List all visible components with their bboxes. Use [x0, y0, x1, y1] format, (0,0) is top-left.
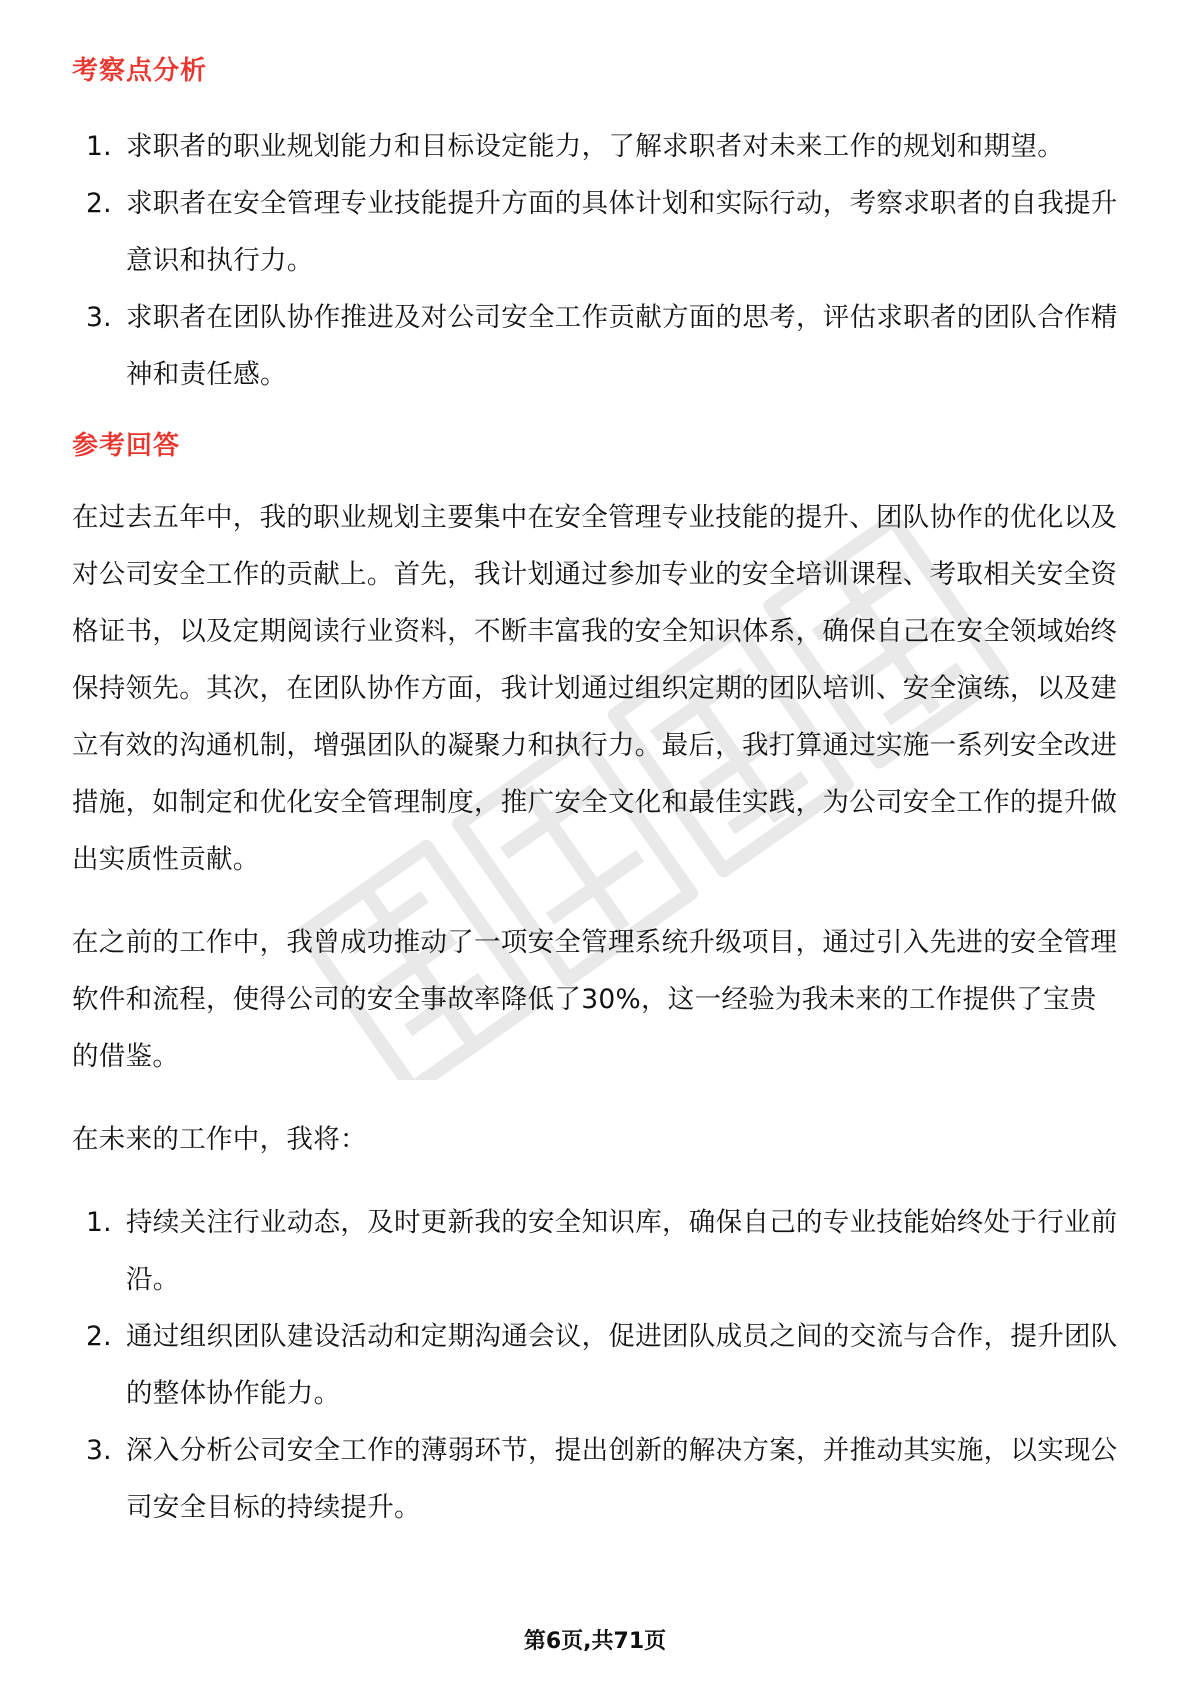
list-item-number: 3.: [86, 1435, 112, 1466]
list-item: [72, 1422, 1118, 1536]
list-item-number: 3.: [86, 302, 112, 333]
list-item-text: 通过组织团队建设活动和定期沟通会议，促进团队成员之间的交流与合作，提升团队的整体协作能力。: [126, 1321, 1118, 1409]
list-item-number: 1.: [86, 1207, 112, 1238]
page-number: 第6页,共71页: [523, 1629, 667, 1654]
document-content: [72, 50, 1118, 1536]
answer-paragraph: 在未来的工作中，我将：: [72, 1124, 367, 1155]
list-item-text: 求职者在安全管理专业技能提升方面的具体计划和实际行动，考察求职者的自我提升意识和执行力。: [126, 188, 1118, 276]
list-item-text: 持续关注行业动态，及时更新我的安全知识库，确保自己的专业技能始终处于行业前沿。: [126, 1207, 1118, 1295]
list-item: [72, 1194, 1118, 1308]
list-item-number: 2.: [86, 188, 112, 219]
list-item: [72, 1308, 1118, 1422]
list-item: [72, 118, 1118, 175]
section-title-answer: 参考回答: [72, 431, 181, 461]
section-title-analysis: 考察点分析: [72, 56, 208, 86]
list-item: [72, 175, 1118, 289]
analysis-list: [72, 118, 1118, 403]
list-item-text: 求职者在团队协作推进及对公司安全工作贡献方面的思考，评估求职者的团队合作精神和责任感。: [126, 302, 1118, 390]
list-item-number: 1.: [86, 131, 112, 162]
list-item: [72, 289, 1118, 403]
answer-paragraph: 在过去五年中，我的职业规划主要集中在安全管理专业技能的提升、团队协作的优化以及对公司安全工作的贡献上。首先，我计划通过参加专业的安全培训课程、考取相关安全资格证书，以及定期阅读行业资料，不断丰富我的安全知识体系，确保自己在安全领域始终保持领先。其次，在团队协作方面，我计划通过组织定期的团队培训、安全演练，以及建立有效的沟通机制，增强团队的凝聚力和执行力。最后，我打算通过实施一系列安全改进措施，如制定和优化安全管理制度，推广安全文化和最佳实践，为公司安全工作的提升做出实质性贡献。: [72, 502, 1118, 875]
list-item-text: 深入分析公司安全工作的薄弱环节，提出创新的解决方案，并推动其实施，以实现公司安全目标的持续提升。: [126, 1435, 1118, 1523]
answer-paragraph: 在之前的工作中，我曾成功推动了一项安全管理系统升级项目，通过引入先进的安全管理软件和流程，使得公司的安全事故率降低了30%，这一经验为我未来的工作提供了宝贵的借鉴。: [72, 927, 1118, 1072]
list-item-text: 求职者的职业规划能力和目标设定能力，了解求职者对未来工作的规划和期望。: [126, 131, 1064, 162]
answer-list: [72, 1194, 1118, 1536]
list-item-number: 2.: [86, 1321, 112, 1352]
